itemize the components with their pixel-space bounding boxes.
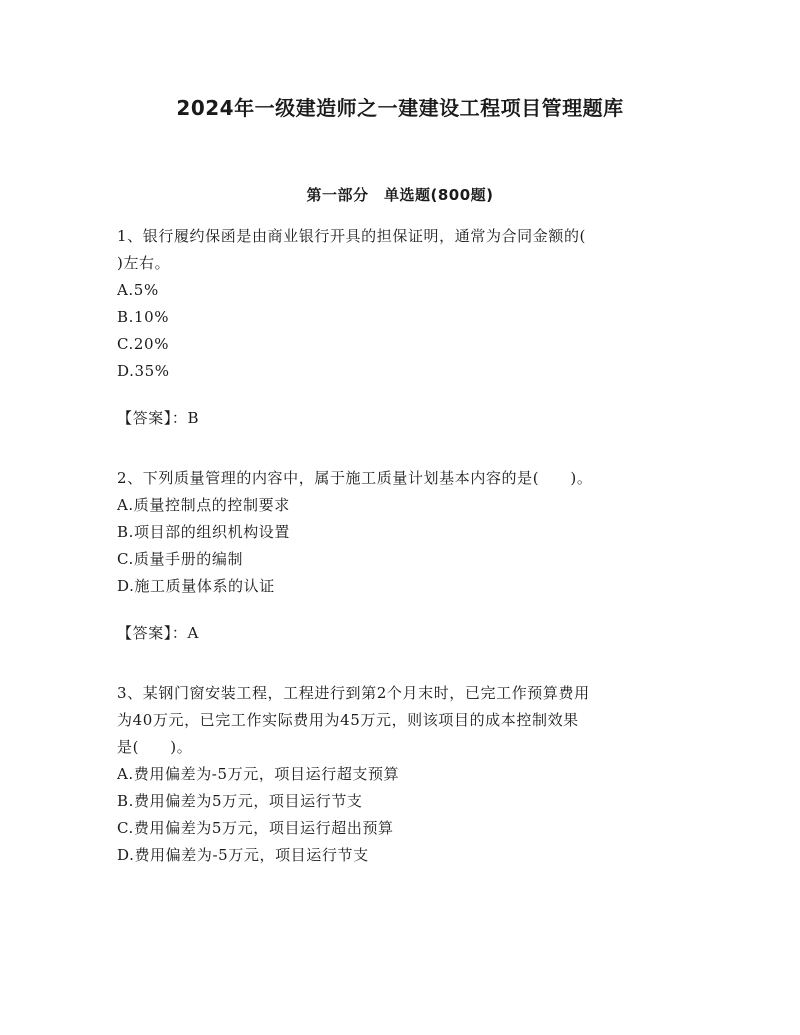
option-d: D.35% <box>117 362 170 380</box>
option-c: C.费用偏差为5万元，项目运行超出预算 <box>117 819 394 837</box>
question-stem-line: 是( )。 <box>117 738 193 756</box>
option-d: D.费用偏差为-5万元，项目运行节支 <box>117 846 369 864</box>
question-1 <box>117 223 677 432</box>
option-d: D.施工质量体系的认证 <box>117 577 275 595</box>
section-title: 第一部分 单选题(800题) <box>306 186 494 204</box>
option-c: C.质量手册的编制 <box>117 550 244 568</box>
answer-1: 【答案】：B <box>117 409 200 427</box>
question-list <box>117 223 677 869</box>
option-c: C.20% <box>117 335 170 353</box>
question-stem-line: )左右。 <box>117 254 171 272</box>
option-a: A.质量控制点的控制要求 <box>117 496 290 514</box>
page-title: 2024年一级建造师之一建建设工程项目管理题库 <box>176 96 624 120</box>
option-b: B.10% <box>117 308 170 326</box>
question-stem-line: 1、银行履约保函是由商业银行开具的担保证明，通常为合同金额的( <box>117 227 586 245</box>
option-a: A.5% <box>117 281 159 299</box>
option-b: B.费用偏差为5万元，项目运行节支 <box>117 792 363 810</box>
question-stem-line: 2、下列质量管理的内容中，属于施工质量计划基本内容的是( )。 <box>117 469 593 487</box>
question-2 <box>117 465 677 647</box>
option-b: B.项目部的组织机构设置 <box>117 523 290 541</box>
question-stem-line: 3、某钢门窗安装工程，工程进行到第2个月末时，已完工作预算费用 <box>117 684 590 702</box>
question-stem-line: 为40万元，已完工作实际费用为45万元，则该项目的成本控制效果 <box>117 711 579 729</box>
answer-2: 【答案】：A <box>117 624 199 642</box>
question-3 <box>117 680 677 869</box>
option-a: A.费用偏差为-5万元，项目运行超支预算 <box>117 765 400 783</box>
